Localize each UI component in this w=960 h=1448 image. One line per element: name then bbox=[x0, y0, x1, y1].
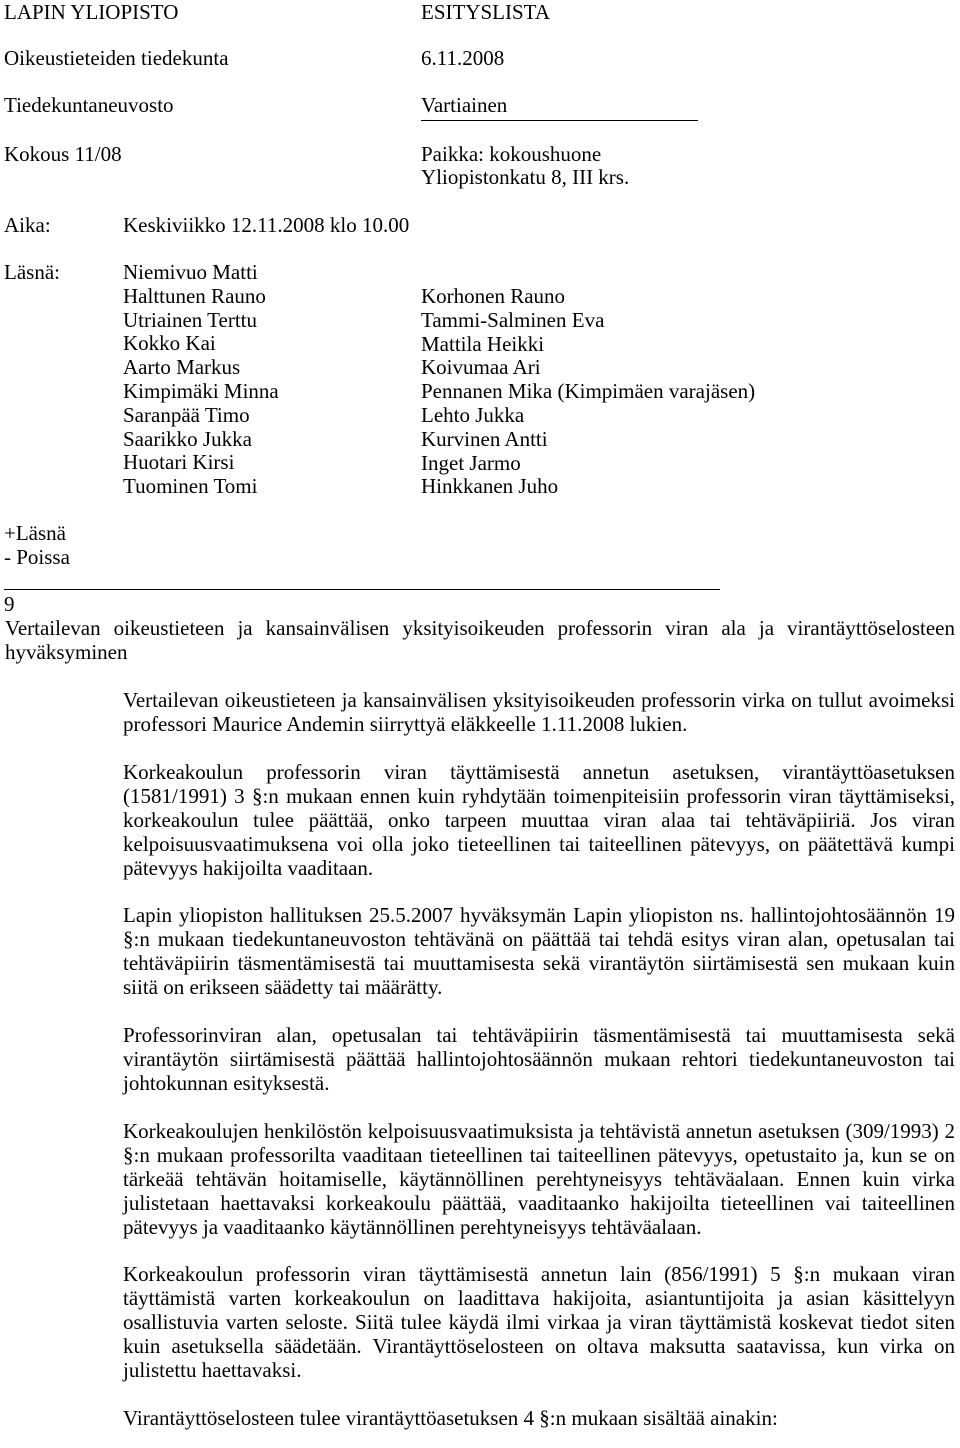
attendee-name: Hinkkanen Juho bbox=[421, 474, 559, 499]
attendee-name: Huotari Kirsi bbox=[123, 450, 235, 475]
item-paragraph: Lapin yliopiston hallituksen 25.5.2007 hyväksymän Lapin yliopiston ns. hallintojohtosäännön 19 §:n mukaan tiedekuntaneuvoston tehtävänä on päättää tai tehdä esitys viran alan, opetusalan tai tehtäväpiirin täsmentämisestä tai muuttamisesta sekä virantäytön siirtämisestä sen mukaan kuin siitä on erikseen säädetty tai määrätty. bbox=[123, 903, 955, 999]
attendee-name: Tammi-Salminen Eva bbox=[421, 307, 605, 332]
item-paragraph: Professorinviran alan, opetusalan tai tehtäväpiirin täsmentämisestä tai muuttamisesta sekä virantäytön siirtämisestä päättää hallintojohtosäännön mukaan rehtori tiedekuntaneuvoston tai johtokunnan esityksestä. bbox=[123, 1023, 955, 1095]
present-label: Läsnä: bbox=[4, 260, 60, 284]
plus-present-label: +Läsnä bbox=[4, 521, 66, 545]
meeting-time-value: Keskiviikko 12.11.2008 klo 10.00 bbox=[123, 213, 410, 237]
faculty-name: Oikeustieteiden tiedekunta bbox=[4, 46, 229, 70]
meeting-place-line1: Paikka: kokoushuone bbox=[421, 142, 602, 166]
item-paragraph: Virantäyttöselosteen tulee virantäyttöasetuksen 4 §:n mukaan sisältää ainakin: bbox=[123, 1406, 778, 1430]
item-title: Vertailevan oikeustieteen ja kansainvälisen yksityisoikeuden professorin viran ala ja virantäyttöselosteen hyväksyminen bbox=[5, 616, 955, 664]
document-date: 6.11.2008 bbox=[421, 46, 505, 70]
meeting-number: Kokous 11/08 bbox=[4, 142, 122, 166]
attendee-name: Inget Jarmo bbox=[421, 450, 521, 475]
absent-label: - Poissa bbox=[4, 545, 70, 569]
present-list-left bbox=[123, 260, 279, 498]
attendee-name: Lehto Jukka bbox=[421, 402, 525, 427]
item-paragraph: Vertailevan oikeustieteen ja kansainvälisen yksityisoikeuden professorin virka on tullut avoimeksi professori Maurice Andemin siirryttyä eläkkeelle 1.11.2008 lukien. bbox=[123, 688, 955, 736]
item-paragraph: Korkeakoulun professorin viran täyttämisestä annetun asetuksen, virantäyttöasetuksen (1581/1991) 3 §:n mukaan ennen kuin ryhdytään toimenpiteisiin professorin viran täyttämiseksi, korkeakoulun tulee päättää, onko tarpeen muuttaa viran alaa tai tehtäväpiiriä. Jos viran kelpoisuusvaatimuksena voi olla joko tieteellinen tai taiteellinen pätevyys, on päätettävä kumpi pätevyys hakijoilta vaaditaan. bbox=[123, 760, 955, 880]
document-type: ESITYSLISTA bbox=[421, 0, 550, 24]
attendee-name: Koivumaa Ari bbox=[421, 355, 541, 380]
attendee-name: Aarto Markus bbox=[123, 355, 241, 380]
attendee-name: Tuominen Tomi bbox=[123, 474, 258, 499]
document-author: Vartiainen bbox=[421, 93, 508, 117]
university-name: LAPIN YLIOPISTO bbox=[4, 0, 179, 24]
item-paragraph: Korkeakoulujen henkilöstön kelpoisuusvaatimuksista ja tehtävistä annetun asetuksen (309/1993) 2 §:n mukaan professorilta vaaditaan tieteellinen tai taiteellinen pätevyys, opetustaito ja, kun se on tärkeää tehtävän hoitamiselle, käytännöllinen perehtyneisyys tehtäväalaan. Ennen kuin virka julistetaan haettavaksi korkeakoulu päättää, vaaditaanko hakijoilta tieteellinen vai taiteellinen pätevyys ja vaaditaanko käytännöllinen perehtyneisyys tehtäväalaan. bbox=[123, 1119, 955, 1239]
attendee-name: Saarikko Jukka bbox=[123, 426, 252, 451]
attendee-name: Pennanen Mika (Kimpimäen varajäsen) bbox=[421, 379, 756, 404]
section-divider bbox=[4, 589, 720, 590]
attendee-name: Mattila Heikki bbox=[421, 331, 545, 356]
attendee-name: Korhonen Rauno bbox=[421, 284, 566, 308]
council-name: Tiedekuntaneuvosto bbox=[4, 93, 174, 117]
attendee-name: Kurvinen Antti bbox=[421, 426, 548, 451]
meeting-place-line2: Yliopistonkatu 8, III krs. bbox=[421, 165, 630, 189]
attendee-name: Kimpimäki Minna bbox=[123, 378, 279, 403]
attendee-name: Utriainen Terttu bbox=[123, 307, 258, 332]
attendee-name: Niemivuo Matti bbox=[123, 260, 258, 284]
attendee-name: Halttunen Rauno bbox=[123, 283, 266, 308]
header-divider bbox=[421, 120, 698, 121]
present-list-right bbox=[421, 284, 755, 498]
item-number: 9 bbox=[4, 592, 15, 616]
item-paragraph: Korkeakoulun professorin viran täyttämisestä annetun lain (856/1991) 5 §:n mukaan viran täyttämistä varten korkeakoulun on laadittava hakijoita, asiantuntijoita ja asian käsittelyyn osallistuvia varten seloste. Siitä tulee käydä ilmi virkaa ja viran täyttämistä koskevat tiedot siten kuin asetuksella säädetään. Virantäyttöselosteen on oltava maksutta saatavissa, kun virka on julistettu haettavaksi. bbox=[123, 1262, 955, 1382]
attendee-name: Kokko Kai bbox=[123, 331, 216, 356]
meeting-time-label: Aika: bbox=[4, 213, 51, 237]
attendee-name: Saranpää Timo bbox=[123, 402, 250, 427]
